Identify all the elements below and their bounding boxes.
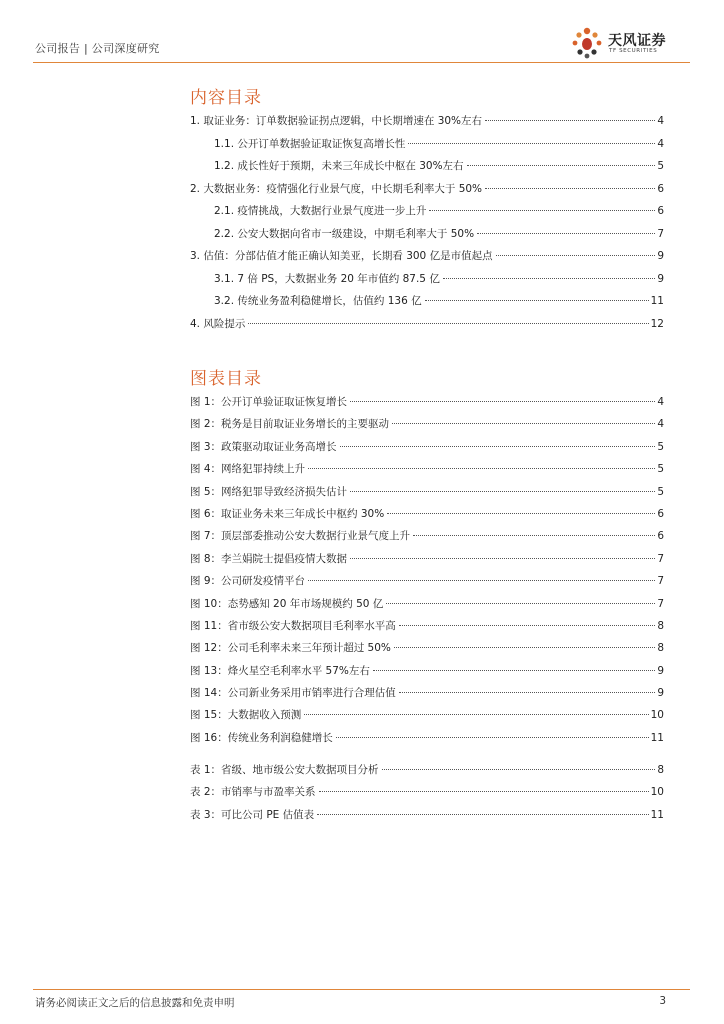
- dot-leader: [387, 513, 655, 514]
- figure-entry-text: 图 15：大数据收入预测: [190, 709, 302, 722]
- contents-entry[interactable]: [190, 313, 664, 336]
- dot-leader: [399, 625, 656, 626]
- dot-leader: [399, 692, 656, 693]
- figure-entry-text: 图 4：网络犯罪持续上升: [190, 463, 306, 476]
- contents-entry-page: 9: [657, 250, 664, 262]
- contents-entry[interactable]: [190, 155, 664, 178]
- figure-entry-page: 7: [657, 597, 664, 610]
- dot-leader: [319, 791, 649, 792]
- table-entry-page: 11: [650, 808, 664, 821]
- contents-entry-text: 1. 取证业务：订单数据验证拐点逻辑，中长期增速在 30%左右: [190, 115, 483, 127]
- dot-leader: [485, 188, 655, 189]
- figure-entry[interactable]: [190, 570, 664, 592]
- dot-leader: [394, 647, 655, 648]
- figure-entry-page: 5: [657, 463, 664, 476]
- footer-disclaimer: 请务必阅读正文之后的信息披露和免责申明: [35, 997, 235, 1009]
- dot-leader: [392, 423, 655, 424]
- header-breadcrumb: 公司报告 | 公司深度研究: [35, 42, 160, 55]
- figure-entry-page: 4: [657, 418, 664, 431]
- figure-entry[interactable]: [190, 481, 664, 503]
- figure-entry-text: 图 11：省市级公安大数据项目毛利率水平高: [190, 619, 396, 632]
- contents-entry[interactable]: [190, 133, 664, 156]
- figure-entry-text: 图 8：李兰娟院士提倡疫情大数据: [190, 552, 348, 565]
- contents-entry-page: 5: [657, 160, 664, 172]
- figure-entry-page: 11: [650, 731, 664, 744]
- figure-entry-page: 4: [657, 396, 664, 408]
- figure-entry-page: 9: [657, 687, 664, 700]
- dot-leader: [373, 670, 655, 671]
- table-entry-page: 8: [657, 764, 664, 776]
- figure-entry-text: 图 10：态势感知 20 年市场规模约 50 亿: [190, 597, 384, 610]
- header-rule: [33, 62, 690, 63]
- figure-entry[interactable]: [190, 458, 664, 480]
- figure-entry[interactable]: [190, 615, 664, 637]
- dot-leader: [350, 558, 655, 559]
- figure-entry-text: 图 14：公司新业务采用市销率进行合理估值: [190, 687, 396, 700]
- figure-entry-text: 图 13：烽火星空毛利率水平 57%左右: [190, 664, 370, 677]
- contents-entry-page: 4: [657, 115, 664, 127]
- figure-entry-page: 6: [657, 507, 664, 520]
- dot-leader: [386, 603, 655, 604]
- contents-entry[interactable]: [190, 110, 664, 133]
- figure-entry[interactable]: [190, 682, 664, 704]
- figure-entry-page: 10: [650, 709, 664, 722]
- figure-entry[interactable]: [190, 391, 664, 413]
- contents-entry[interactable]: [190, 178, 664, 201]
- dot-leader: [308, 468, 655, 469]
- contents-entry-page: 12: [650, 317, 664, 330]
- dot-leader: [425, 300, 649, 301]
- figure-entry-page: 8: [657, 619, 664, 632]
- figure-entry-page: 9: [657, 664, 664, 677]
- figure-entry-text: 图 2：税务是目前取证业务增长的主要驱动: [190, 418, 390, 431]
- figure-entry-text: 图 9：公司研发疫情平台: [190, 575, 306, 588]
- dot-leader: [443, 278, 655, 279]
- contents-entry[interactable]: [190, 200, 664, 223]
- contents-entry-page: 7: [657, 227, 664, 240]
- contents-list: [190, 110, 664, 335]
- contents-entry-text: 2. 大数据业务：疫情强化行业景气度，中长期毛利率大于 50%: [190, 182, 483, 195]
- dot-leader: [350, 401, 655, 402]
- contents-entry-text: 2.2. 公安大数据向省市一级建设，中期毛利率大于 50%: [214, 227, 475, 240]
- figure-entry[interactable]: [190, 436, 664, 458]
- contents-entry-text: 1.1. 公开订单数据验证取证恢复高增长性: [214, 137, 406, 150]
- dot-leader: [408, 143, 655, 144]
- figure-entry-text: 图 7：顶层部委推动公安大数据行业景气度上升: [190, 530, 411, 543]
- figure-entry-page: 5: [657, 440, 664, 453]
- dot-leader: [382, 769, 656, 770]
- dot-leader: [304, 714, 648, 715]
- figure-entry[interactable]: [190, 704, 664, 726]
- contents-entry-text: 3. 估值：分部估值才能正确认知美亚，长期看 300 亿是市值起点: [190, 250, 493, 262]
- dot-leader: [467, 165, 656, 166]
- figure-entry-page: 7: [657, 552, 664, 565]
- figure-entry-page: 8: [657, 642, 664, 655]
- dot-leader: [336, 737, 649, 738]
- figure-entry-text: 图 6：取证业务未来三年成长中枢约 30%: [190, 507, 385, 520]
- table-entry-text: 表 2：市销率与市盈率关系: [190, 786, 316, 799]
- dot-leader: [350, 491, 655, 492]
- company-logo: [567, 25, 687, 61]
- contents-entry-page: 6: [657, 182, 664, 195]
- table-entry[interactable]: [190, 804, 664, 826]
- dot-leader: [485, 120, 655, 121]
- figure-entry-text: 图 16：传统业务利润稳健增长: [190, 731, 333, 744]
- table-entry[interactable]: [190, 781, 664, 803]
- table-entry-page: 10: [650, 786, 664, 799]
- figure-entry[interactable]: [190, 660, 664, 682]
- dot-leader: [413, 535, 655, 536]
- figure-entry[interactable]: [190, 503, 664, 525]
- table-entry-text: 表 1：省级、地市级公安大数据项目分析: [190, 764, 379, 776]
- figure-entry[interactable]: [190, 637, 664, 659]
- dot-leader: [317, 814, 648, 815]
- figure-entry-page: 5: [657, 485, 664, 498]
- figure-entry-text: 图 12：公司毛利率未来三年预计超过 50%: [190, 642, 391, 655]
- figure-entry-text: 图 3：政策驱动取证业务高增长: [190, 440, 337, 453]
- table-entry-text: 表 3：可比公司 PE 估值表: [190, 808, 315, 821]
- figure-entry[interactable]: [190, 727, 664, 749]
- contents-entry-page: 6: [657, 205, 664, 217]
- figure-entry-page: 6: [657, 530, 664, 543]
- contents-entry-page: 9: [657, 272, 664, 285]
- figures-list: [190, 391, 664, 749]
- contents-entry-text: 3.1. 7 倍 PS，大数据业务 20 年市值约 87.5 亿: [214, 272, 440, 285]
- dot-leader: [429, 210, 655, 211]
- dot-leader: [248, 323, 648, 324]
- figure-entry[interactable]: [190, 548, 664, 570]
- figure-entry-text: 图 5：网络犯罪导致经济损失估计: [190, 485, 348, 498]
- figure-entry[interactable]: [190, 525, 664, 547]
- footer-rule: [33, 989, 690, 990]
- dot-leader: [308, 580, 655, 581]
- flower-logo-icon: [567, 25, 607, 61]
- figure-entry-page: 7: [657, 575, 664, 588]
- figures-title: 图表目录: [190, 369, 262, 389]
- contents-entry[interactable]: [190, 268, 664, 291]
- figure-entry-text: 图 1：公开订单验证取证恢复增长: [190, 396, 348, 408]
- logo-subtitle: TF SECURITIES: [609, 48, 658, 54]
- contents-entry[interactable]: [190, 245, 664, 268]
- contents-title: 内容目录: [190, 88, 262, 108]
- logo-name: 天风证券: [608, 33, 666, 49]
- page-number: 3: [659, 995, 666, 1007]
- contents-entry[interactable]: [190, 223, 664, 246]
- dot-leader: [477, 233, 655, 234]
- figure-entry[interactable]: [190, 413, 664, 435]
- contents-entry-text: 3.2. 传统业务盈利稳健增长，估值约 136 亿: [214, 295, 422, 307]
- contents-entry-page: 11: [650, 295, 664, 307]
- contents-entry-page: 4: [657, 137, 664, 150]
- contents-entry-text: 1.2. 成长性好于预期，未来三年成长中枢在 30%左右: [214, 160, 464, 172]
- contents-entry[interactable]: [190, 290, 664, 313]
- contents-entry-text: 2.1. 疫情挑战，大数据行业景气度进一步上升: [214, 205, 427, 217]
- dot-leader: [340, 446, 656, 447]
- dot-leader: [496, 255, 656, 256]
- tables-list: [190, 759, 664, 826]
- figure-entry[interactable]: [190, 593, 664, 615]
- table-entry[interactable]: [190, 759, 664, 781]
- contents-entry-text: 4. 风险提示: [190, 317, 246, 330]
